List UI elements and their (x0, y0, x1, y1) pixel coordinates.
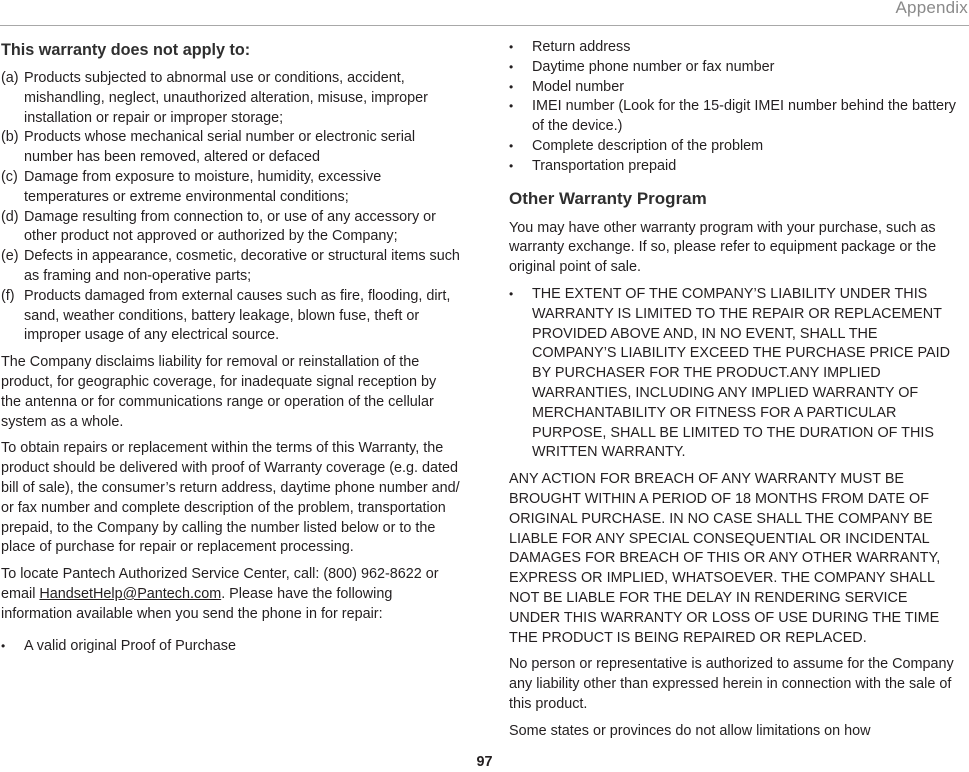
liability-limit-text: THE EXTENT OF THE COMPANY’S LIABILITY UNDER THIS WARRANTY IS LIMITED TO THE REPAIR OR REPLACEMENT PROVIDED ABOVE AND, IN NO EVENT, SHALL THE COMPANY’S LIABILITY EXCEED THE PURCHASE PRICE PAID BY PURCHASER FOR THE PRODUCT.ANY IMPLIED WARRANTIES, INCLUDING ANY IMPLIED WARRANTY OF MERCHANTABILITY OR FITNESS FOR A PARTICULAR PURPOSE, SHALL BE LIMITED TO THE DURATION OF THIS WRITTEN WARRANTY. (532, 285, 950, 461)
exclusion-text: Products subjected to abnormal use or conditions, accident, mishandling, neglect, unauthorized alteration, misuse, improper installation or repair or improper storage; (24, 70, 428, 126)
exclusion-text: Defects in appearance, cosmetic, decorative or structural items such as framing and non-operative parts; (24, 248, 460, 284)
list-item (509, 285, 960, 463)
exclusion-marker: (f) (1, 287, 15, 304)
exclusion-text: Products damaged from external causes such as fire, flooding, dirt, sand, weather conditions, battery leakage, blown fuse, theft or improper usage of any electrical source. (24, 287, 451, 344)
exclusion-marker: (c) (1, 168, 18, 185)
exclusion-item (1, 128, 460, 168)
list-item (509, 137, 960, 157)
list-item-text: Complete description of the problem (532, 137, 764, 154)
bullet-glyph: • (1, 638, 6, 653)
bullet-glyph: • (509, 79, 514, 94)
exclusion-text: Damage resulting from connection to, or use of any accessory or other product not approved or authorized by the Company; (24, 208, 436, 245)
required-info-list-continued (509, 38, 960, 177)
bullet-glyph: • (509, 138, 514, 153)
left-column (1, 38, 460, 663)
service-center-text-end: . Please have the following information available when you send the phone in for repair: (1, 585, 393, 622)
other-warranty-heading: Other Warranty Program (509, 188, 707, 208)
bullet-glyph: • (509, 40, 514, 54)
section-label-appendix: Appendix (895, 0, 968, 17)
page-number: 97 (476, 754, 493, 770)
list-item (1, 637, 460, 657)
service-center-paragraph (1, 565, 460, 624)
other-warranty-paragraph: You may have other warranty program with your purchase, such as warranty exchange. If so, please refer to equipment package or the original point of sale. (509, 219, 937, 276)
right-column (509, 38, 960, 749)
list-item-text: Daytime phone number or fax number (532, 58, 775, 75)
exclusions-list (1, 69, 460, 346)
list-item (509, 97, 960, 137)
header-divider (0, 25, 969, 26)
exclusions-heading: This warranty does not apply to: (1, 41, 251, 59)
exclusion-marker: (e) (1, 248, 19, 265)
exclusion-marker: (d) (1, 208, 19, 225)
exclusion-item (1, 168, 460, 208)
exclusion-item (1, 247, 460, 287)
service-center-text: To locate Pantech Authorized Service Center, call: (800) 962-8622 or email (1, 566, 439, 602)
list-item-text: Transportation prepaid (532, 157, 677, 174)
no-representative-paragraph: No person or representative is authorized to assume for the Company any liability other than expressed herein in connection with the sale of this product. (509, 656, 954, 712)
exclusion-text: Products whose mechanical serial number or electronic serial number has been removed, altered or defaced (24, 129, 416, 166)
required-info-list (1, 637, 460, 657)
exclusion-marker: (a) (1, 70, 19, 86)
bullet-glyph: • (509, 59, 514, 74)
list-item-text: Return address (532, 39, 631, 55)
list-item-text: Model number (532, 78, 624, 95)
breach-action-paragraph: ANY ACTION FOR BREACH OF ANY WARRANTY MUST BE BROUGHT WITHIN A PERIOD OF 18 MONTHS FROM DATE OF ORIGINAL PURCHASE. IN NO CASE SHALL THE COMPANY BE LIABLE FOR ANY SPECIAL CONSEQUENTIAL OR INCIDENTAL DAMAGES FOR BREACH OF THIS OR ANY OTHER WARRANTY, EXPRESS OR IMPLIED, WHATSOEVER. THE COMPANY SHALL NOT BE LIABLE FOR THE DELAY IN RENDERING SERVICE UNDER THIS WARRANTY OR LOSS OF USE DURING THE TIME THE PRODUCT IS BEING REPAIRED OR REPLACED. (509, 471, 941, 646)
disclaimer-paragraph: The Company disclaims liability for removal or reinstallation of the product, for geographic coverage, for inadequate signal reception by the antenna or for communications range or operation of the cellular system as a whole. (1, 354, 437, 430)
state-limitations-paragraph: Some states or provinces do not allow limitations on how (509, 722, 871, 739)
exclusion-item (1, 69, 460, 128)
list-item-text: IMEI number (Look for the 15-digit IMEI number behind the battery of the device.) (532, 98, 956, 135)
list-item-text: A valid original Proof of Purchase (24, 637, 236, 654)
list-item (509, 58, 960, 78)
liability-limit-list (509, 285, 960, 463)
exclusion-item (1, 287, 460, 346)
support-email-link[interactable]: HandsetHelp@Pantech.com (39, 585, 222, 602)
exclusion-text: Damage from exposure to moisture, humidity, excessive temperatures or extreme environmental conditions; (24, 168, 382, 205)
bullet-glyph: • (509, 286, 514, 301)
exclusion-marker: (b) (1, 129, 19, 146)
list-item (509, 78, 960, 98)
repair-instructions-paragraph: To obtain repairs or replacement within the terms of this Warranty, the product should be delivered with proof of Warranty coverage (e.g. dated bill of sale), the consumer’s return address, daytime phone number and/ or fax number and complete description of the problem, transportation prepaid, to the Company by calling the number listed below or to the place of purchase for repair or replacement processing. (1, 440, 460, 556)
list-item (509, 38, 960, 58)
list-item (509, 157, 960, 177)
exclusion-item (1, 208, 460, 248)
bullet-glyph: • (509, 99, 514, 114)
bullet-glyph: • (509, 158, 514, 173)
